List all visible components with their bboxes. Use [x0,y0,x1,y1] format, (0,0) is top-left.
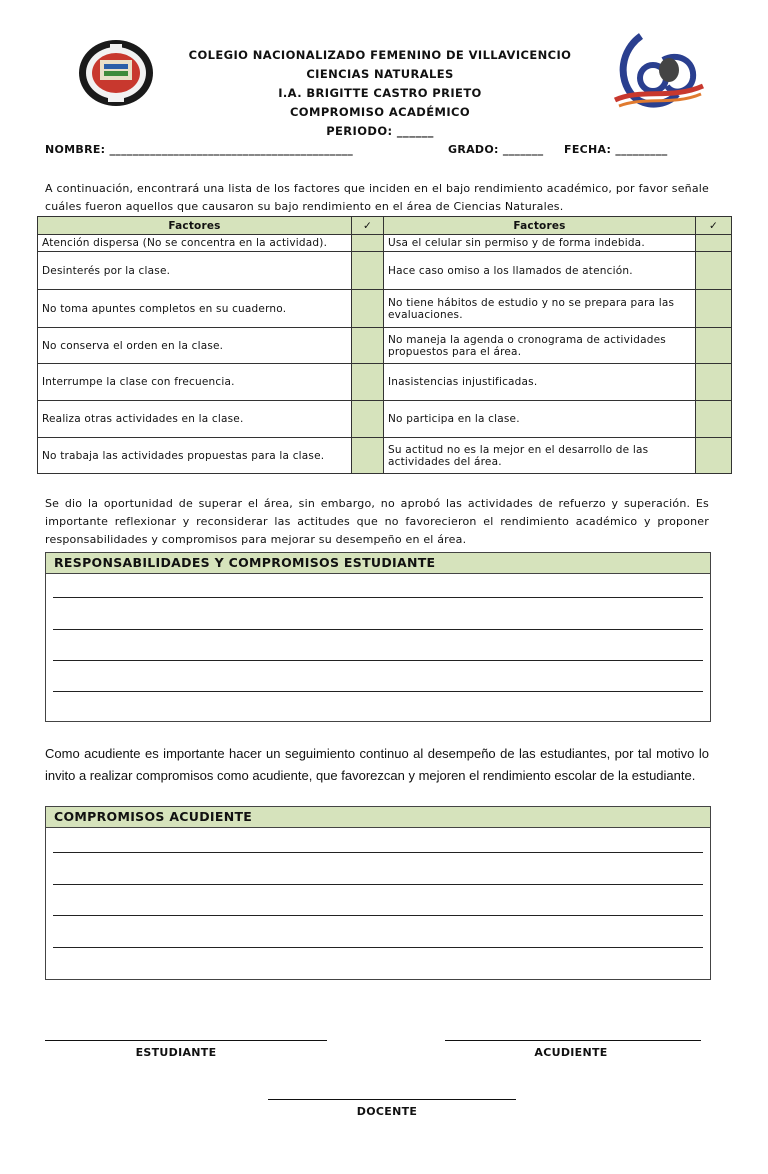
document-title: COMPROMISO ACADÉMICO [289,105,471,119]
student-commitments-box [45,552,711,722]
table-header-row [38,217,732,235]
factor-right: Inasistencias injustificadas. [384,364,696,401]
factors-header-left: Factores [38,217,352,235]
factor-right: Su actitud no es la mejor en el desarrollo de las actividades del área. [384,438,696,474]
factors-table [37,216,732,474]
factors-header-right: Factores [384,217,696,235]
factor-left: Interrumpe la clase con frecuencia. [38,364,352,401]
checkbox-cell[interactable] [352,438,384,474]
school-crest-logo [76,38,156,108]
writing-line[interactable] [53,852,703,853]
table-row [38,401,732,438]
checkbox-cell[interactable] [352,401,384,438]
checkbox-cell[interactable] [696,401,732,438]
factor-right: No participa en la clase. [384,401,696,438]
guardian-signature-line[interactable] [445,1040,701,1041]
period-field: PERIODO: ______ [326,124,434,138]
student-signature-label: ESTUDIANTE [135,1046,217,1059]
factor-right: No maneja la agenda o cronograma de actividades propuestos para el área. [384,328,696,364]
name-field[interactable]: NOMBRE: __________________________________________ [45,143,354,156]
checkbox-cell[interactable] [696,364,732,401]
writing-line[interactable] [53,691,703,692]
factor-left: Atención dispersa (No se concentra en la actividad). [38,235,352,252]
checkbox-cell[interactable] [352,328,384,364]
writing-line[interactable] [53,947,703,948]
table-row [38,290,732,328]
table-row [38,252,732,290]
checkbox-cell[interactable] [696,290,732,328]
school-name: COLEGIO NACIONALIZADO FEMENINO DE VILLAVICENCIO [188,48,572,62]
checkbox-cell[interactable] [696,235,732,252]
checkbox-cell[interactable] [352,252,384,290]
writing-line[interactable] [53,915,703,916]
factor-left: Realiza otras actividades en la clase. [38,401,352,438]
institution-logo [611,30,707,110]
factor-right: Hace caso omiso a los llamados de atención. [384,252,696,290]
guardian-paragraph: Como acudiente es importante hacer un seguimiento continuo al desempeño de las estudiantes, por tal motivo lo invito a realizar compromisos como acudiente, que favorezcan y mejoren el rendimiento escolar de la estudiante. [45,746,709,783]
checkbox-cell[interactable] [696,252,732,290]
guardian-signature-label: ACUDIENTE [534,1046,608,1059]
date-field[interactable]: FECHA: _________ [564,143,668,156]
checkbox-cell[interactable] [352,235,384,252]
factor-right: Usa el celular sin permiso y de forma indebida. [384,235,696,252]
teacher-signature-label: DOCENTE [356,1105,418,1118]
checkbox-cell[interactable] [352,290,384,328]
factor-left: No conserva el orden en la clase. [38,328,352,364]
writing-line[interactable] [53,660,703,661]
factor-left: No trabaja las actividades propuestas para la clase. [38,438,352,474]
writing-line[interactable] [53,629,703,630]
writing-line[interactable] [53,884,703,885]
table-row [38,364,732,401]
checkbox-cell[interactable] [696,328,732,364]
checkbox-cell[interactable] [696,438,732,474]
table-row [38,438,732,474]
reflection-paragraph: Se dio la oportunidad de superar el área, sin embargo, no aprobó las actividades de refuerzo y superación. Es importante reflexionar y reconsiderar las actitudes que no favorecieron el rendimiento académico y proponer responsabilidades y compromisos para mejorar su desempeño en el área. [45,497,709,546]
table-row [38,235,732,252]
table-row [38,328,732,364]
guardian-commitments-box [45,806,711,980]
student-signature-line[interactable] [45,1040,327,1041]
checkbox-cell[interactable] [352,364,384,401]
factor-right: No tiene hábitos de estudio y no se prepara para las evaluaciones. [384,290,696,328]
teacher-name: I.A. BRIGITTE CASTRO PRIETO [278,86,482,100]
intro-paragraph: A continuación, encontrará una lista de los factores que inciden en el bajo rendimiento académico, por favor señale cuáles fueron aquellos que causaron su bajo rendimiento en el área de Ciencias Naturales. [45,182,709,213]
writing-line[interactable] [53,597,703,598]
student-commitments-title: RESPONSABILIDADES Y COMPROMISOS ESTUDIANTE [46,553,710,574]
check-header-left: ✓ [352,217,384,235]
subject-name: CIENCIAS NATURALES [306,67,454,81]
guardian-commitments-title: COMPROMISOS ACUDIENTE [46,807,710,828]
factor-left: No toma apuntes completos en su cuaderno. [38,290,352,328]
check-header-right: ✓ [696,217,732,235]
teacher-signature-line[interactable] [268,1099,516,1100]
grade-field[interactable]: GRADO: _______ [448,143,544,156]
factor-left: Desinterés por la clase. [38,252,352,290]
